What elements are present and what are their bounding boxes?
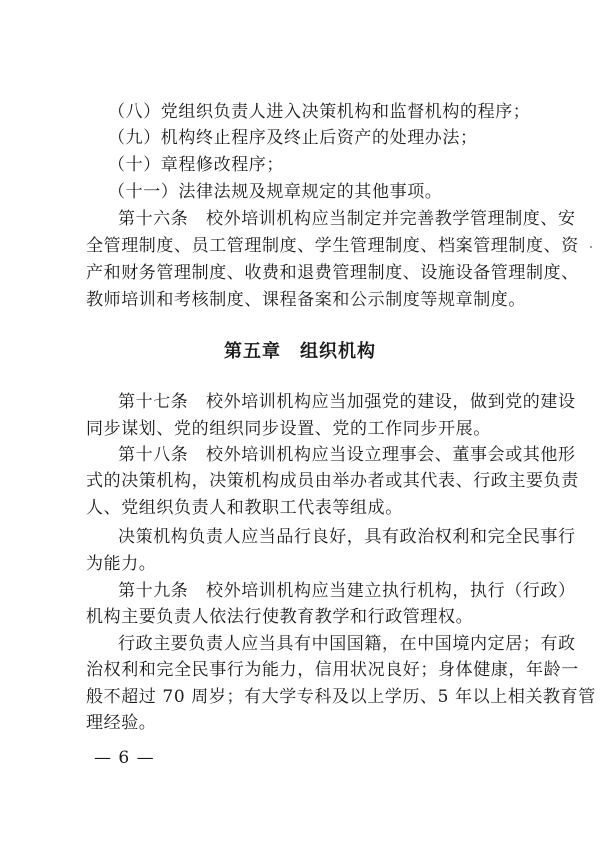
text-line: 第十六条 校外培训机构应当制定并完善教学管理制度、安 <box>118 209 576 229</box>
text-line: （九）机构终止程序及终止后资产的处理办法； <box>108 128 478 148</box>
text-line: （十）章程修改程序； <box>108 155 284 175</box>
text-line: 产和财务管理制度、收费和退费管理制度、设施设备管理制度、 <box>86 263 579 283</box>
chapter-heading: 第五章 组织机构 <box>224 341 376 362</box>
text-line: 第十八条 校外培训机构应当设立理事会、董事会或其他形 <box>118 445 576 465</box>
text-line: 第十七条 校外培训机构应当加强党的建设，做到党的建设 <box>118 392 576 412</box>
page-number: — 6 — <box>94 748 155 768</box>
text-line: 决策机构负责人应当品行良好，具有政治权利和完全民事行 <box>118 527 576 547</box>
text-line: 机构主要负责人依法行使教育教学和行政管理权。 <box>86 607 474 627</box>
text-line: 理经验。 <box>86 713 157 733</box>
text-line: 治权利和完全民事行为能力，信用状况良好；身体健康，年龄一 <box>86 660 579 680</box>
text-line: 人、党组织负责人和教职工代表等组成。 <box>86 498 403 518</box>
text-line: （十一）法律法规及规章规定的其他事项。 <box>108 182 443 202</box>
text-line: 全管理制度、员工管理制度、学生管理制度、档案管理制度、资 <box>86 236 579 256</box>
text-line: 教师培训和考核制度、课程备案和公示制度等规章制度。 <box>86 290 526 310</box>
text-line: 同步谋划、党的组织同步设置、党的工作同步开展。 <box>86 419 491 439</box>
text-line: 为能力。 <box>86 554 157 574</box>
text-line: 第十九条 校外培训机构应当建立执行机构，执行（行政） <box>118 581 576 601</box>
text-line: 式的决策机构，决策机构成员由举办者或其代表、行政主要负责 <box>86 471 579 491</box>
scan-speck <box>590 246 592 248</box>
text-line: （八）党组织负责人进入决策机构和监督机构的程序； <box>108 102 531 122</box>
text-line: 般不超过 70 周岁；有大学专科及以上学历、5 年以上相关教育管 <box>86 687 596 707</box>
text-line: 行政主要负责人应当具有中国国籍，在中国境内定居；有政 <box>118 634 576 654</box>
